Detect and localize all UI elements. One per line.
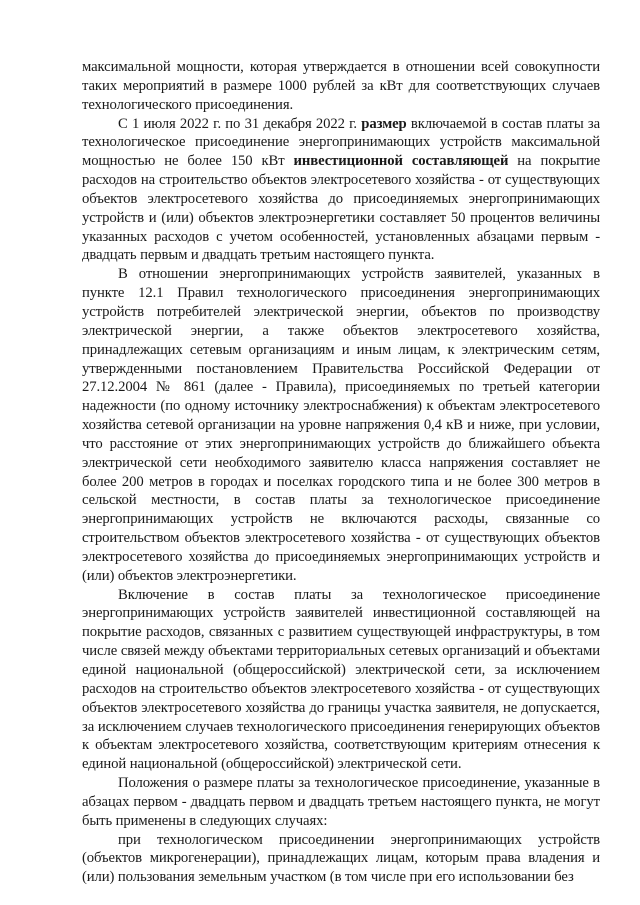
text-segment: включаемой в состав платы за технологическое присоединение энергопринимающих устройств максимальной мощностью не более 150 кВт <box>82 115 600 170</box>
text-segment: Включение в состав платы за технологическое присоединение энергопринимающих устройств заявителей инвестиционной составляющей на покрытие расходов, связанных с развитием существующей инфраструктуры, в том числе связей между объектами территориальных сетевых организаций и объектами единой национальной (общероссийской) электрической сети, за исключением расходов на строительство объектов электросетевого хозяйства - от существующих объектов электросетевого хозяйства до границы участка заявителя, не допускается, за исключением случаев технологического присоединения генерирующих объектов к объектам электросетевого хозяйства, соответствующим критериям отнесения к единой национальной (общероссийской) электрической сети. <box>82 586 600 773</box>
text-segment: В отношении энергопринимающих устройств заявителей, указанных в пункте 12.1 Правил технологического присоединения энергопринимающих устройств потребителей электрической энергии, объектов по производству электрической энергии, а также объектов электросетевого хозяйства, принадлежащих сетевым организациям и иным лицам, к электрическим сетям, утвержденными постановлением Правительства Российской Федерации от 27.12.2004 № 861 (далее - Правила), присоединяемых по третьей категории надежности (по одному источнику электроснабжения) к объектам электросетевого хозяйства сетевой организации на уровне напряжения 0,4 кВ и ниже, при условии, что расстояние от этих энергопринимающих устройств до ближайшего объекта электрической сети необходимого заявителю класса напряжения составляет не более 200 метров в городах и поселках городского типа и не более 300 метров в сельской местности, в состав платы за технологическое присоединение энергопринимающих устройств не включаются расходы, связанные со строительством объектов электросетевого хозяйства - от существующих объектов электросетевого хозяйства до присоединяемых энергопринимающих устройств и (или) объектов электроэнергетики. <box>82 266 600 584</box>
paragraph <box>82 831 600 888</box>
text-segment: С 1 июля 2022 г. по 31 декабря 2022 г. <box>118 115 362 132</box>
text-segment: Положения о размере платы за технологическое присоединение, указанные в абзацах первом - двадцать первом и двадцать третьем настоящего пункта, не могут быть применены в следующих случаях: <box>82 775 600 829</box>
paragraph <box>82 115 600 266</box>
paragraph <box>82 265 600 585</box>
text-segment: на покрытие расходов на строительство объектов электросетевого хозяйства - от существующих объектов электросетевого хозяйства до присоединяемых энергопринимающих устройств и (или) объектов электроэнергетики составляет 50 процентов величины указанных расходов с учетом особенностей, установленных абзацами первым - двадцать первым и двадцать третьим настоящего пункта. <box>82 153 601 264</box>
document-body <box>82 58 600 887</box>
paragraph <box>82 774 600 831</box>
text-segment: максимальной мощности, которая утверждается в отношении всей совокупности таких мероприятий в размере 1000 рублей за кВт для соответствующих случаев технологического присоединения. <box>82 59 600 113</box>
bold-text-segment: размер <box>361 115 407 132</box>
paragraph <box>82 586 600 774</box>
text-segment: при технологическом присоединении энергопринимающих устройств (объектов микрогенерации), принадлежащих лицам, которым права владения и (или) пользования земельным участком (в том числе при его использовании без <box>82 831 600 886</box>
bold-text-segment: инвестиционной составляющей <box>293 153 509 170</box>
paragraph <box>82 58 600 115</box>
